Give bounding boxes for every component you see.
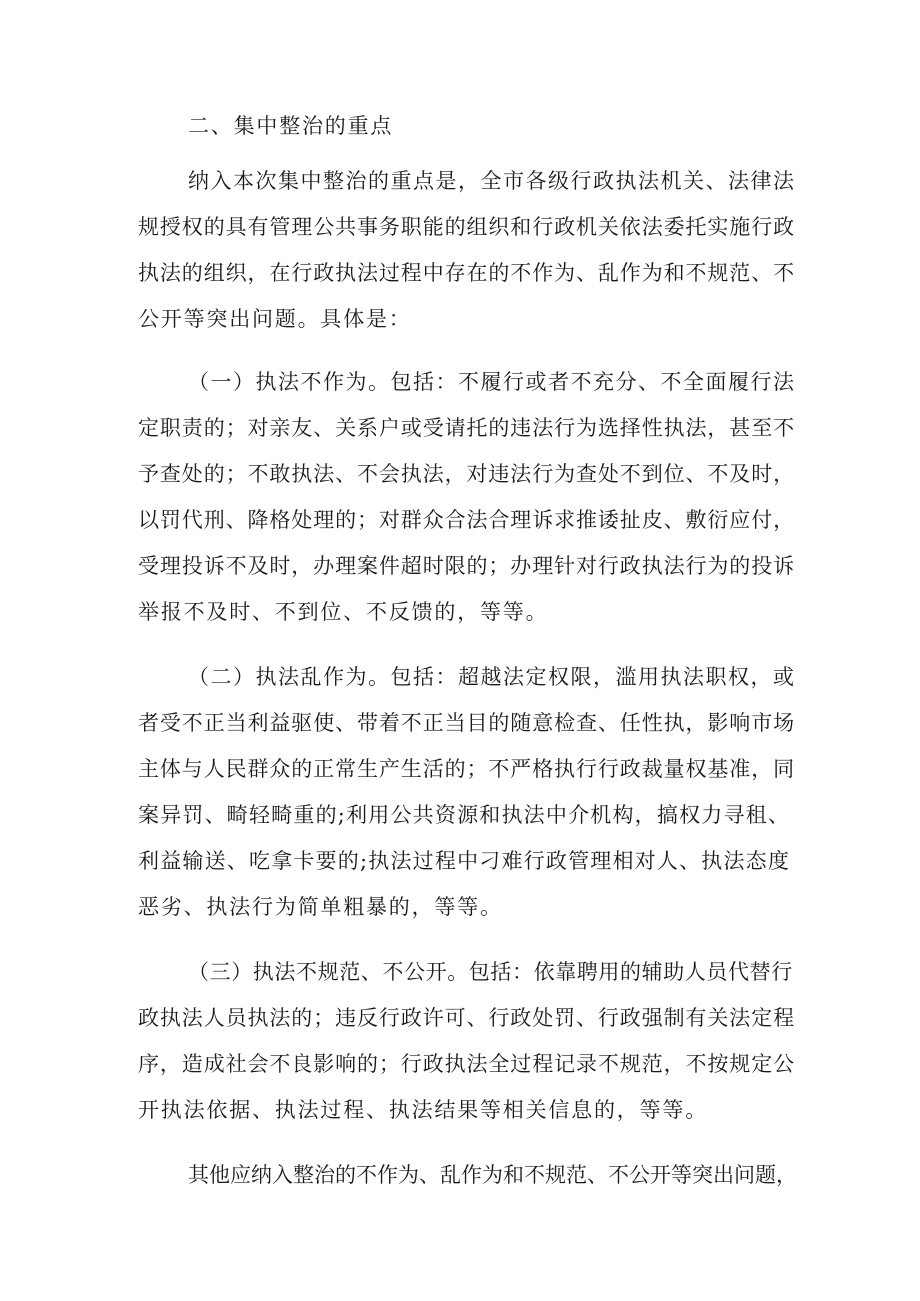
item-two-line: 恶劣、执法行为简单粗暴的，等等。: [138, 895, 503, 919]
item-three-line: （三）执法不规范、不公开。包括：依靠聘用的辅助人员代替行: [188, 960, 793, 984]
intro-line: 执法的组织，在行政执法过程中存在的不作为、乱作为和不规范、不: [138, 261, 795, 285]
item-two-line: 者受不正当利益驱使、带着不正当目的随意检查、任性执，影响市场: [138, 711, 795, 735]
item-two-line: （二）执法乱作为。包括：超越法定权限，滥用执法职权，或: [188, 665, 796, 689]
section-heading: 二、集中整治的重点: [188, 114, 394, 138]
intro-line: 纳入本次集中整治的重点是，全市各级行政执法机关、法律法: [188, 169, 796, 193]
item-one-line: 定职责的；对亲友、关系户或受请托的违法行为选择性执法，甚至不: [138, 416, 795, 440]
item-two-line: 利益输送、吃拿卡要的;执法过程中刁难行政管理相对人、执法态度: [138, 849, 791, 873]
item-one-line: 举报不及时、不到位、不反馈的，等等。: [138, 600, 549, 624]
item-one-line: 受理投诉不及时，办理案件超时限的；办理针对行政执法行为的投诉: [138, 554, 795, 578]
item-one-line: （一）执法不作为。包括：不履行或者不充分、不全面履行法: [188, 370, 796, 394]
intro-line: 公开等突出问题。具体是：: [138, 307, 412, 331]
intro-line: 规授权的具有管理公共事务职能的组织和行政机关依法委托实施行政: [138, 215, 795, 239]
closing-line: 其他应纳入整治的不作为、乱作为和不规范、不公开等突出问题，: [188, 1163, 797, 1187]
item-one-line: 予查处的；不敢执法、不会执法，对违法行为查处不到位、不及时，: [138, 462, 795, 486]
item-one-line: 以罚代刑、降格处理的；对群众合法合理诉求推诿扯皮、敷衍应付，: [138, 508, 795, 532]
item-two-line: 主体与人民群众的正常生产生活的；不严格执行行政裁量权基准，同: [138, 757, 795, 781]
item-two-line: 案异罚、畸轻畸重的;利用公共资源和执法中介机构，搞权力寻租、: [138, 803, 791, 827]
item-three-line: 开执法依据、执法过程、执法结果等相关信息的，等等。: [138, 1098, 708, 1122]
item-three-line: 序，造成社会不良影响的；行政执法全过程记录不规范，不按规定公: [138, 1052, 795, 1076]
item-three-line: 政执法人员执法的；违反行政许可、行政处罚、行政强制有关法定程: [138, 1006, 795, 1030]
